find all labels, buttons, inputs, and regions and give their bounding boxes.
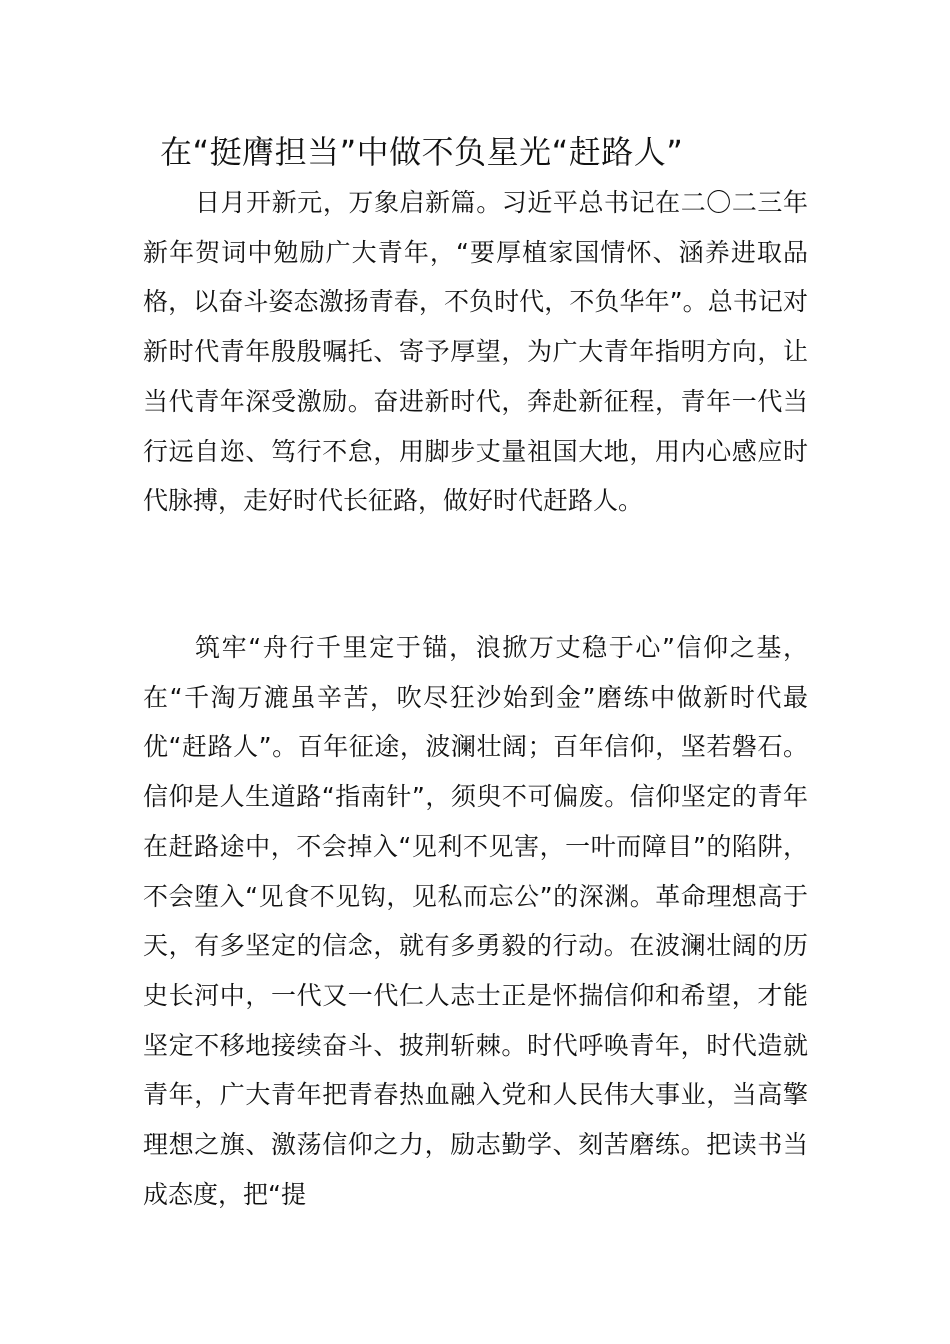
paragraph-2: 筑牢“舟行千里定于锚，浪掀万丈稳于心”信仰之基，在“千淘万漉虽辛苦，吹尽狂沙始到金”磨练中做新时代最优“赶路人”。百年征途，波澜壮阔；百年信仰，坚若磐石。信仰是人生道路“指南针”，须臾不可偏废。信仰坚定的青年在赶路途中，不会掉入“见利不见害，一叶而障目”的陷阱，不会堕入“见食不见钩，见私而忘公”的深渊。革命理想高于天，有多坚定的信念，就有多勇毅的行动。在波澜壮阔的历史长河中，一代又一代仁人志士正是怀揣信仰和希望，才能坚定不移地接续奋斗、披荆斩棘。时代呼唤青年，时代造就青年，广大青年把青春热血融入党和人民伟大事业，当高擎理想之旗、激荡信仰之力，励志勤学、刻苦磨练。把读书当成态度，把“提 <box>143 633 808 1209</box>
paragraph-1: 日月开新元，万象启新篇。习近平总书记在二〇二三年新年贺词中勉励广大青年，“要厚植家国情怀、涵养进取品格，以奋斗姿态激扬青春，不负时代，不负华年”。总书记对新时代青年殷殷嘱托、寄予厚望，为广大青年指明方向，让当代青年深受激励。奋进新时代，奔赴新征程，青年一代当行远自迩、笃行不怠，用脚步丈量祖国大地，用内心感应时代脉搏，走好时代长征路，做好时代赶路人。 <box>143 188 808 516</box>
document-title: 在“挺膺担当”中做不负星光“赶路人” <box>160 133 684 171</box>
